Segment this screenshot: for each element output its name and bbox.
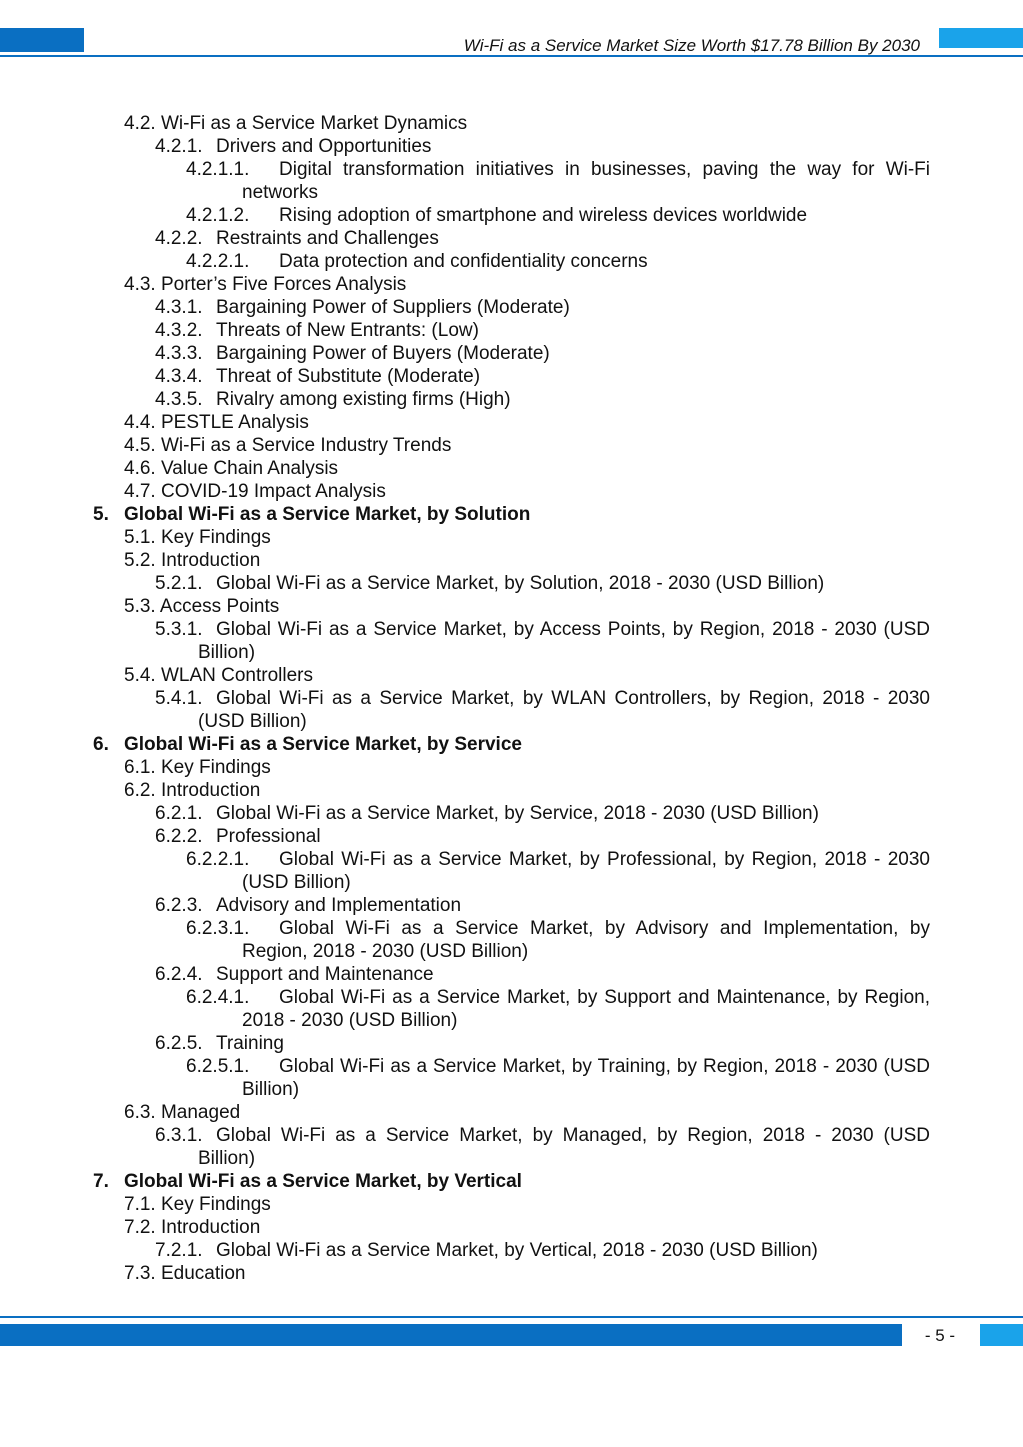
toc-entry: [0, 664, 1023, 687]
header-rule: [0, 55, 1023, 57]
toc-entry-number: 5.: [93, 504, 109, 525]
toc-entry: [0, 756, 1023, 779]
toc-entry-text: Global Wi-Fi as a Service Market, by Training, by Region, 2018 - 2030 (USD Billion): [242, 1056, 930, 1100]
toc-entry-number: 4.2.2.: [155, 228, 203, 249]
header-title: Wi-Fi as a Service Market Size Worth $17.78 Billion By 2030: [463, 36, 920, 55]
toc-entry: [0, 1262, 1023, 1285]
toc-entry-number: 4.2.1.2.: [186, 205, 250, 226]
toc-entry: [0, 894, 1023, 917]
toc-entry: [0, 480, 1023, 503]
toc-entry: [0, 687, 1023, 733]
toc-entry-text: 4.6. Value Chain Analysis: [124, 458, 339, 479]
toc-entry: [0, 135, 1023, 158]
toc-entry: [0, 618, 1023, 664]
toc-entry-number: 6.2.3.1.: [186, 918, 250, 939]
toc-entry-number: 7.: [93, 1171, 109, 1192]
table-of-contents: [0, 112, 1023, 1285]
toc-entry-number: 6.2.4.1.: [186, 987, 250, 1008]
footer-accent-right: [980, 1324, 1023, 1346]
toc-entry-text: 4.7. COVID-19 Impact Analysis: [124, 481, 386, 502]
footer-rule: [0, 1316, 1023, 1318]
toc-entry-number: 4.3.3.: [155, 343, 203, 364]
toc-entry-text: Global Wi-Fi as a Service Market, by Solution: [124, 504, 531, 525]
toc-entry-number: 6.2.5.: [155, 1033, 203, 1054]
toc-entry: [0, 411, 1023, 434]
toc-entry-text: Global Wi-Fi as a Service Market, by WLAN Controllers, by Region, 2018 - 2030 (USD Billion): [198, 688, 930, 732]
toc-entry-number: 7.2.1.: [155, 1240, 203, 1261]
toc-entry: [0, 1170, 1023, 1193]
toc-entry-text: 5.4. WLAN Controllers: [124, 665, 314, 686]
toc-entry-number: 5.2.1.: [155, 573, 203, 594]
toc-entry-number: 4.3.1.: [155, 297, 203, 318]
toc-entry: [0, 158, 1023, 204]
toc-entry: [0, 434, 1023, 457]
toc-entry: [0, 227, 1023, 250]
toc-entry-text: Professional: [216, 826, 321, 847]
toc-entry-text: Global Wi-Fi as a Service Market, by Access Points, by Region, 2018 - 2030 (USD Billion): [198, 619, 930, 663]
toc-entry: [0, 457, 1023, 480]
toc-entry: [0, 986, 1023, 1032]
toc-entry-text: Support and Maintenance: [216, 964, 434, 985]
toc-entry: [0, 1216, 1023, 1239]
toc-entry: [0, 1101, 1023, 1124]
toc-entry-text: Global Wi-Fi as a Service Market, by Solution, 2018 - 2030 (USD Billion): [216, 573, 825, 594]
toc-entry: [0, 365, 1023, 388]
toc-entry: [0, 848, 1023, 894]
toc-entry: [0, 1239, 1023, 1262]
toc-entry: [0, 204, 1023, 227]
toc-entry-number: 6.2.2.1.: [186, 849, 250, 870]
toc-entry-text: Training: [216, 1033, 284, 1054]
toc-entry-text: 5.3. Access Points: [124, 596, 280, 617]
toc-entry: [0, 1193, 1023, 1216]
toc-entry-text: Bargaining Power of Suppliers (Moderate): [216, 297, 570, 318]
toc-entry-text: Global Wi-Fi as a Service Market, by Vertical: [124, 1171, 522, 1192]
toc-entry-text: Global Wi-Fi as a Service Market, by Advisory and Implementation, by Region, 2018 - 2030 (USD Billion): [242, 918, 930, 962]
toc-entry-text: Bargaining Power of Buyers (Moderate): [216, 343, 550, 364]
toc-entry: [0, 503, 1023, 526]
toc-entry-text: Advisory and Implementation: [216, 895, 462, 916]
toc-entry-number: 6.2.4.: [155, 964, 203, 985]
toc-entry-text: 4.4. PESTLE Analysis: [124, 412, 309, 433]
toc-entry: [0, 779, 1023, 802]
toc-entry: [0, 342, 1023, 365]
toc-entry-text: Threat of Substitute (Moderate): [216, 366, 481, 387]
page-number: - 5 -: [924, 1326, 956, 1345]
toc-entry: [0, 250, 1023, 273]
toc-entry: [0, 112, 1023, 135]
toc-entry: [0, 388, 1023, 411]
toc-entry-text: 4.3. Porter’s Five Forces Analysis: [124, 274, 407, 295]
toc-entry: [0, 273, 1023, 296]
toc-entry-text: Rivalry among existing firms (High): [216, 389, 511, 410]
toc-entry-text: 5.2. Introduction: [124, 550, 261, 571]
toc-entry-text: 7.1. Key Findings: [124, 1194, 271, 1215]
toc-entry-text: Restraints and Challenges: [216, 228, 439, 249]
toc-entry-text: Global Wi-Fi as a Service Market, by Support and Maintenance, by Region, 2018 - 2030 (USD Billion): [242, 987, 930, 1031]
header-accent-left: [0, 28, 84, 52]
toc-entry-text: 7.3. Education: [124, 1263, 246, 1284]
toc-entry-number: 4.2.2.1.: [186, 251, 250, 272]
toc-entry-text: Global Wi-Fi as a Service Market, by Service, 2018 - 2030 (USD Billion): [216, 803, 819, 824]
toc-entry: [0, 1124, 1023, 1170]
toc-entry: [0, 572, 1023, 595]
toc-entry-text: 6.3. Managed: [124, 1102, 241, 1123]
toc-entry: [0, 825, 1023, 848]
toc-entry-number: 5.4.1.: [155, 688, 203, 709]
toc-entry: [0, 917, 1023, 963]
toc-entry-number: 6.2.3.: [155, 895, 203, 916]
toc-entry-number: 6.2.5.1.: [186, 1056, 250, 1077]
toc-entry-text: Global Wi-Fi as a Service Market, by Managed, by Region, 2018 - 2030 (USD Billion): [198, 1125, 930, 1169]
toc-entry: [0, 526, 1023, 549]
toc-entry-text: Data protection and confidentiality concerns: [279, 251, 648, 272]
toc-entry: [0, 319, 1023, 342]
toc-entry-text: 7.2. Introduction: [124, 1217, 261, 1238]
toc-entry-text: Threats of New Entrants: (Low): [216, 320, 479, 341]
toc-entry-number: 6.2.1.: [155, 803, 203, 824]
toc-entry-text: Drivers and Opportunities: [216, 136, 432, 157]
toc-entry-text: Digital transformation initiatives in businesses, paving the way for Wi-Fi networks: [242, 159, 930, 203]
toc-entry-number: 6.2.2.: [155, 826, 203, 847]
toc-entry-number: 4.3.2.: [155, 320, 203, 341]
toc-entry: [0, 296, 1023, 319]
toc-entry-text: Global Wi-Fi as a Service Market, by Professional, by Region, 2018 - 2030 (USD Billion): [242, 849, 930, 893]
footer-bar: [0, 1324, 902, 1346]
toc-entry-number: 4.3.4.: [155, 366, 203, 387]
toc-entry-text: 4.2. Wi-Fi as a Service Market Dynamics: [124, 113, 468, 134]
toc-entry: [0, 802, 1023, 825]
toc-entry: [0, 1055, 1023, 1101]
toc-entry: [0, 963, 1023, 986]
toc-entry-text: 4.5. Wi-Fi as a Service Industry Trends: [124, 435, 452, 456]
toc-entry-text: Rising adoption of smartphone and wireless devices worldwide: [279, 205, 808, 226]
toc-entry-number: 6.: [93, 734, 109, 755]
toc-entry-number: 4.3.5.: [155, 389, 203, 410]
toc-entry-text: Global Wi-Fi as a Service Market, by Vertical, 2018 - 2030 (USD Billion): [216, 1240, 818, 1261]
toc-entry-text: Global Wi-Fi as a Service Market, by Service: [124, 734, 522, 755]
toc-entry-number: 5.3.1.: [155, 619, 203, 640]
toc-entry: [0, 595, 1023, 618]
toc-entry-text: 5.1. Key Findings: [124, 527, 271, 548]
toc-entry: [0, 1032, 1023, 1055]
toc-entry: [0, 733, 1023, 756]
toc-entry-text: 6.2. Introduction: [124, 780, 261, 801]
toc-entry-number: 4.2.1.: [155, 136, 203, 157]
toc-entry-number: 6.3.1.: [155, 1125, 203, 1146]
toc-entry-text: 6.1. Key Findings: [124, 757, 271, 778]
header-accent-right: [939, 28, 1023, 48]
toc-entry-number: 4.2.1.1.: [186, 159, 250, 180]
toc-entry: [0, 549, 1023, 572]
